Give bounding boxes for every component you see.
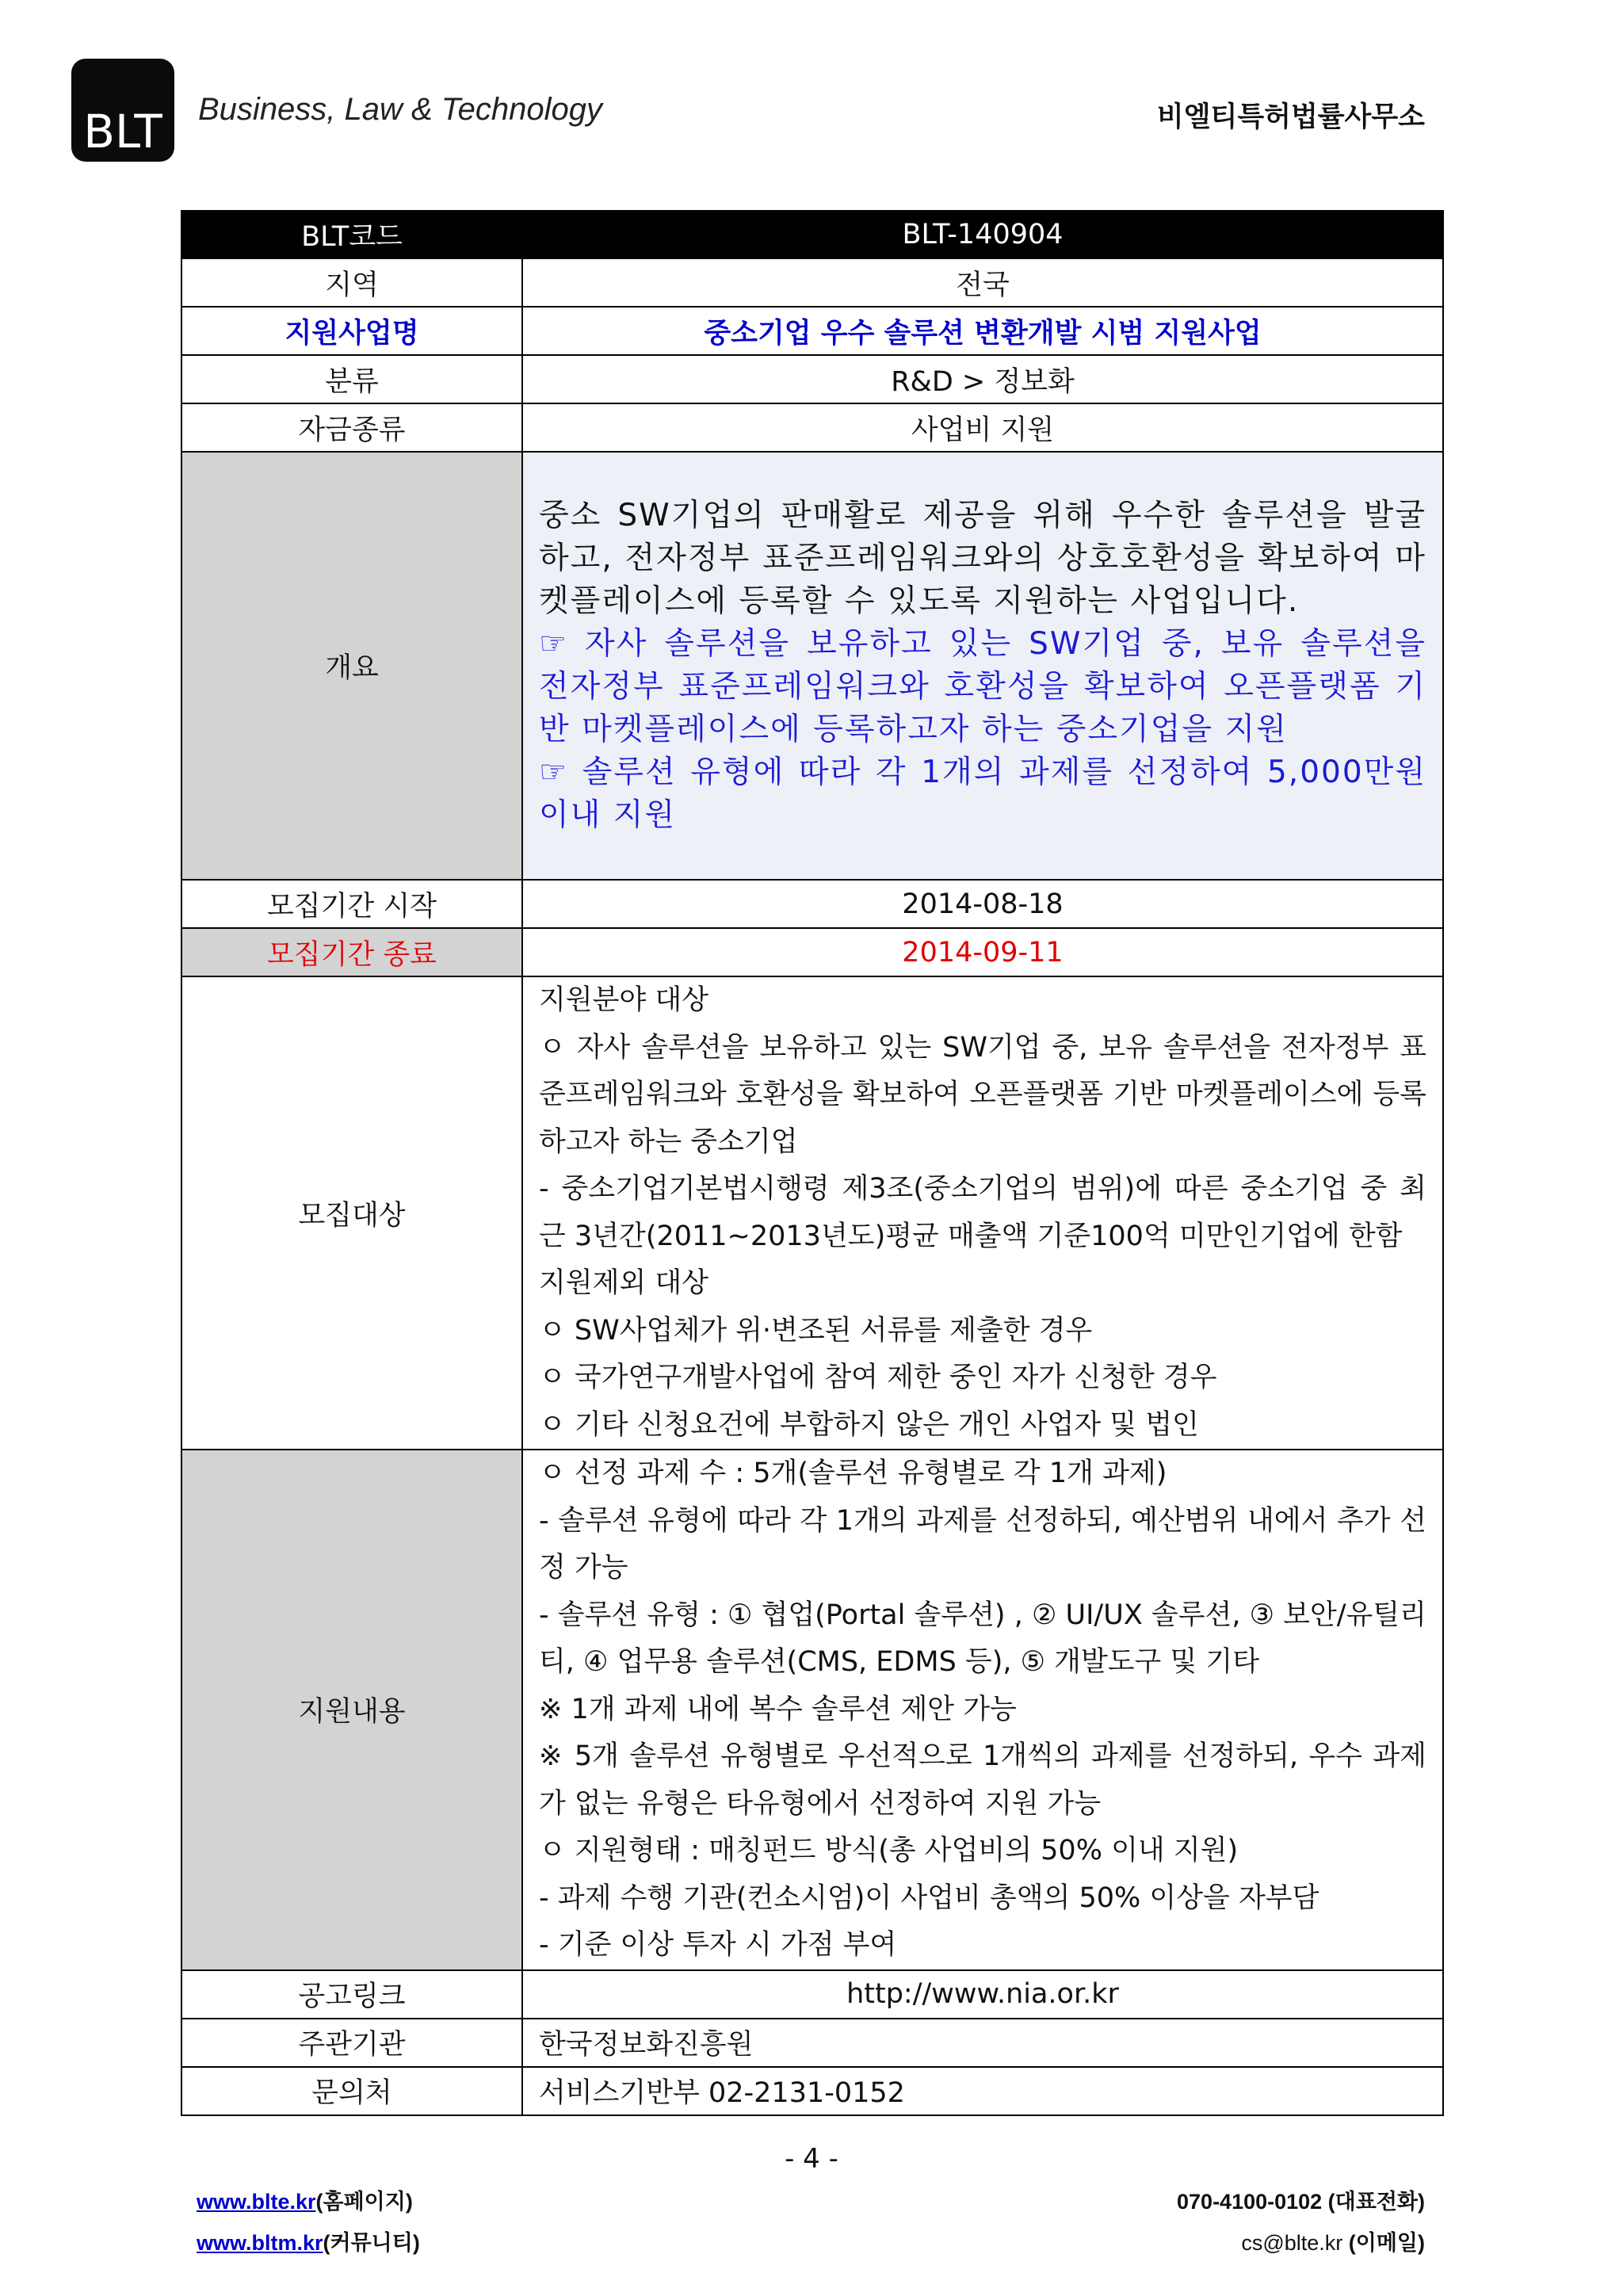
row-start [181,880,1443,928]
support-line: ㅇ 선정 과제 수 : 5개(솔루션 유형별로 각 1개 과제) [539,1457,1167,1489]
support-line: ※ 5개 솔루션 유형별로 우선적으로 1개씩의 과제를 선정하되, 우수 과제가 없는 유형은 타유형에서 선정하여 지원 가능 [539,1740,1426,1820]
footer-email [1241,2225,1425,2256]
row-program [181,307,1443,355]
overview-bullet-1: ☞ 자사 솔루션을 보유하고 있는 SW기업 중, 보유 솔루션을 전자정부 표준프레임워크와 호환성을 확보하여 오픈플랫폼 기반 마켓플레이스에 등록하고자 하는 중소기업을 지원 [539,626,1426,747]
org-label: 주관기관 [181,2019,522,2067]
org-value: 한국정보화진흥원 [522,2019,1443,2067]
row-code [181,211,1443,258]
program-label: 지원사업명 [181,307,522,355]
target-line: 지원제외 대상 [539,1267,708,1299]
category-label: 분류 [181,355,522,403]
end-label: 모집기간 종료 [181,928,522,976]
contact-value: 서비스기반부 02-2131-0152 [522,2067,1443,2115]
overview-label: 개요 [181,452,522,880]
fund-label: 자금종류 [181,403,522,452]
homepage-note: (홈페이지) [315,2190,413,2214]
fund-value: 사업비 지원 [522,403,1443,452]
overview-text: 중소 SW기업의 판매활로 제공을 위해 우수한 솔루션을 발굴하고, 전자정부 표준프레임워크와의 상호호환성을 확보하여 마켓플레이스에 등록할 수 있도록 지원하는 사업입니다. [539,498,1426,619]
target-line: - 중소기업기본법시행령 제3조(중소기업의 범위)에 따른 중소기업 중 최근 3년간(2011~2013년도)평균 매출액 기준100억 미만인기업에 한함 [539,1173,1426,1252]
link-label: 공고링크 [181,1970,522,2019]
email-note: (이메일) [1342,2231,1425,2255]
row-region [181,258,1443,307]
community-link[interactable]: www.bltm.kr [197,2231,323,2255]
page-number: - 4 - [785,2143,838,2175]
support-line: - 솔루션 유형 : ① 협업(Portal 솔루션) , ② UI/UX 솔루션, ③ 보안/유틸리티, ④ 업무용 솔루션(CMS, EDMS 등), ⑤ 개발도구 및 기타 [539,1599,1426,1678]
support-line: - 과제 수행 기관(컨소시엄)이 사업비 총액의 50% 이상을 자부담 [539,1881,1319,1914]
footer-community [197,2225,420,2256]
row-contact [181,2067,1443,2115]
support-line: - 솔루션 유형에 따라 각 1개의 과제를 선정하되, 예산범위 내에서 추가 선정 가능 [539,1504,1426,1584]
firm-name: 비엘티특허법률사무소 [1156,101,1425,133]
code-label: BLT코드 [181,211,522,258]
support-line: ※ 1개 과제 내에 복수 솔루션 제안 가능 [539,1693,1017,1725]
target-line: ㅇ 자사 솔루션을 보유하고 있는 SW기업 중, 보유 솔루션을 전자정부 표준프레임워크와 호환성을 확보하여 오픈플랫폼 기반 마켓플레이스에 등록하고자 하는 중소기업 [539,1031,1426,1158]
overview-cell [522,452,1443,880]
row-overview [181,452,1443,880]
row-target [181,976,1443,1450]
row-org [181,2019,1443,2067]
support-line: - 기준 이상 투자 시 가점 부여 [539,1929,897,1961]
support-line: ㅇ 지원형태 : 매칭펀드 방식(총 사업비의 50% 이내 지원) [539,1835,1239,1866]
support-label: 지원내용 [181,1450,522,1970]
contact-label: 문의처 [181,2067,522,2115]
overview-bullet-2: ☞ 솔루션 유형에 따라 각 1개의 과제를 선정하여 5,000만원 이내 지원 [539,755,1426,833]
logo-text: BLT [83,105,162,159]
row-support [181,1450,1443,1970]
logo [71,59,174,162]
target-cell [522,976,1443,1450]
row-fund [181,403,1443,452]
target-label: 모집대상 [181,976,522,1450]
category-value: R&D > 정보화 [522,355,1443,403]
announcement-link[interactable]: http://www.nia.or.kr [522,1970,1443,2019]
row-link [181,1970,1443,2019]
support-cell [522,1450,1443,1970]
community-note: (커뮤니티) [323,2231,420,2255]
program-value: 중소기업 우수 솔루션 변환개발 시범 지원사업 [522,307,1443,355]
target-line: ㅇ 기타 신청요건에 부합하지 않은 개인 사업자 및 법인 [539,1408,1199,1441]
target-line: ㅇ 국가연구개발사업에 참여 제한 중인 자가 신청한 경우 [539,1362,1217,1393]
start-label: 모집기간 시작 [181,880,522,928]
footer-homepage [197,2184,413,2215]
region-label: 지역 [181,258,522,307]
footer-phone: 070-4100-0102 (대표전화) [1177,2190,1425,2214]
row-category [181,355,1443,403]
target-line: ㅇ SW사업체가 위·변조된 서류를 제출한 경우 [539,1314,1093,1347]
info-table [181,210,1444,2116]
email-address[interactable]: cs@blte.kr [1241,2231,1343,2255]
start-value: 2014-08-18 [522,880,1443,928]
region-value: 전국 [522,258,1443,307]
end-value: 2014-09-11 [522,928,1443,976]
row-end [181,928,1443,976]
target-line: 지원분야 대상 [539,984,708,1016]
homepage-link[interactable]: www.blte.kr [197,2190,316,2214]
code-value: BLT-140904 [522,211,1443,258]
tagline: Business, Law & Technology [198,92,602,127]
